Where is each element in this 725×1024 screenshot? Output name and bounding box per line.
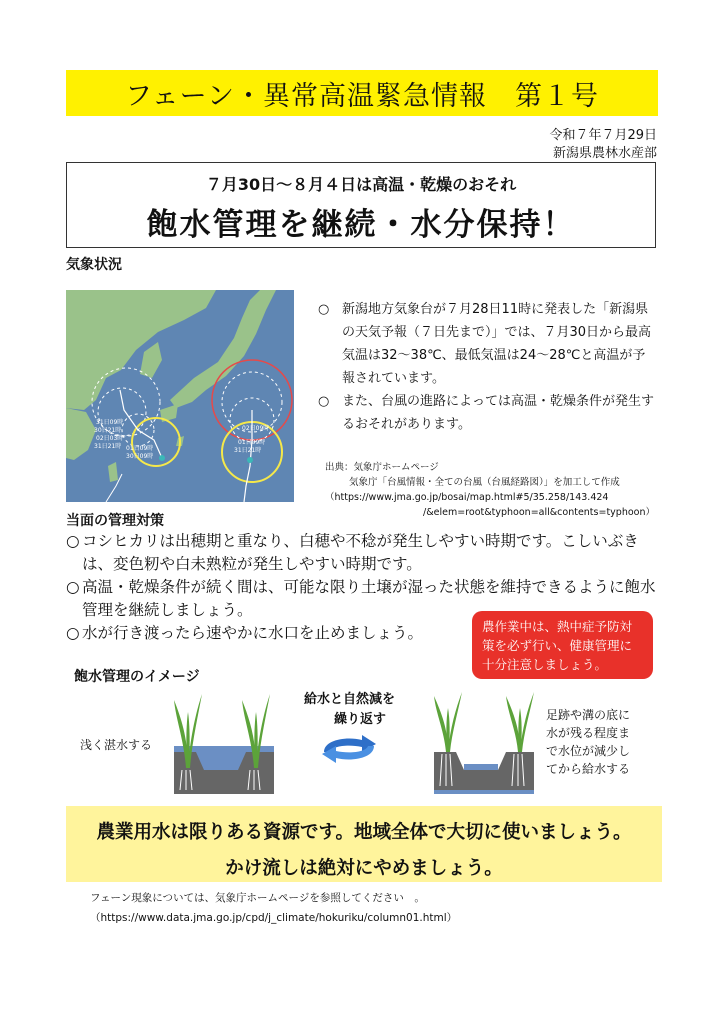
- cycle-arrows-icon: [316, 732, 382, 766]
- item-mark: ○: [66, 532, 80, 550]
- right-caption-line: 足跡や溝の底に: [546, 708, 631, 722]
- left-caption: 浅く湛水する: [80, 738, 153, 752]
- track-label: 31日21時: [234, 447, 262, 454]
- weather-bullet-text: 新潟地方気象台が７月28日11時に発表した「新潟県の天気予報（７日先まで）」では、７月30日から最高気温は32～38℃、最低気温は24～28℃と高温が予報されています。: [342, 302, 652, 386]
- center-caption-2: 繰り返す: [334, 712, 387, 727]
- management-item: [66, 622, 466, 645]
- page-title: フェーン・異常高温緊急情報 第１号: [124, 80, 600, 112]
- track-label: 01日09時: [126, 445, 154, 452]
- center-caption-1: 給水と自然減を: [304, 692, 396, 707]
- weather-bullet-text: また、台風の進路によっては高温・乾燥条件が発生するおそれがあります。: [342, 394, 655, 432]
- management-item-text: コシヒカリは出穂期と重なり、白穂や不稔が発生しやすい時期です。こしいぶきは、変色籾や白未熟粒が発生しやすい時期です。: [82, 532, 639, 573]
- source-line: 出典：気象庁ホームページ: [325, 462, 439, 473]
- track-label: 01日09時: [238, 439, 266, 446]
- image-label: 飽水管理のイメージ: [74, 669, 200, 685]
- track-label: 31日09時: [96, 419, 124, 426]
- weather-bullet: [318, 298, 658, 390]
- typhoon-track-map: [66, 290, 294, 502]
- banner-line-1: 農業用水は限りある資源です。地域全体で大切に使いましょう。: [96, 822, 632, 843]
- management-item: [66, 530, 666, 576]
- track-label: 31日21時: [94, 443, 122, 450]
- right-caption: [546, 706, 630, 778]
- title-banner: [66, 70, 658, 116]
- headline-box: [66, 162, 656, 248]
- right-caption-line: で水位が減少し: [546, 744, 631, 758]
- source-note: [325, 460, 655, 520]
- right-caption-line: 水が残る程度ま: [546, 726, 631, 740]
- source-url[interactable]: （https://www.jma.go.jp/bosai/map.html#5/35.258/143.424: [325, 492, 609, 503]
- management-item-text: 高温・乾燥条件が続く間は、可能な限り土壌が湿った状態を維持できるように飽水管理を継続しましょう。: [82, 578, 656, 619]
- track-label: 02日03時: [96, 435, 124, 442]
- headline-main: 飽水管理を継続・水分保持！: [146, 207, 576, 243]
- bullet-mark: ○: [318, 394, 330, 409]
- weather-bullet: [318, 390, 658, 436]
- department: 新潟県農林水産部: [552, 146, 657, 161]
- track-label: 02日09時: [242, 425, 270, 432]
- track-label: 30日21時: [94, 427, 122, 434]
- issue-date: 令和７年７月29日: [549, 128, 657, 143]
- footer-url[interactable]: （https://www.data.jma.go.jp/cpd/j_climate/hokuriku/column01.html）: [90, 912, 458, 924]
- banner-line-2: かけ流しは絶対にやめましょう。: [225, 858, 503, 879]
- bottom-banner: [66, 806, 662, 882]
- drained-paddy-illustration: [432, 690, 536, 796]
- item-mark: ○: [66, 578, 80, 596]
- source-url[interactable]: /&elem=root&typhoon=all&contents=typhoon）: [423, 507, 655, 518]
- heatstroke-alert: 農作業中は、熱中症予防対策を必ず行い、健康管理に十分注意しましょう。: [472, 611, 653, 679]
- source-line: 気象庁「台風情報・全ての台風（台風経路図）」を加工して作成: [349, 477, 620, 488]
- headline-sub: ７月30日～８月４日は高温・乾燥のおそれ: [205, 175, 517, 194]
- right-caption-line: てから給水する: [546, 762, 631, 776]
- item-mark: ○: [66, 624, 80, 642]
- weather-label: 気象状況: [66, 257, 122, 273]
- management-item-text: 水が行き渡ったら速やかに水口を止めましょう。: [82, 624, 424, 642]
- management-label: 当面の管理対策: [66, 513, 164, 529]
- weather-bullets: [318, 298, 658, 436]
- bullet-mark: ○: [318, 302, 330, 317]
- footer-note: フェーン現象については、気象庁ホームページを参照してください 。: [90, 892, 425, 904]
- track-label: 30日09時: [126, 453, 154, 460]
- shallow-flood-illustration: [172, 690, 276, 796]
